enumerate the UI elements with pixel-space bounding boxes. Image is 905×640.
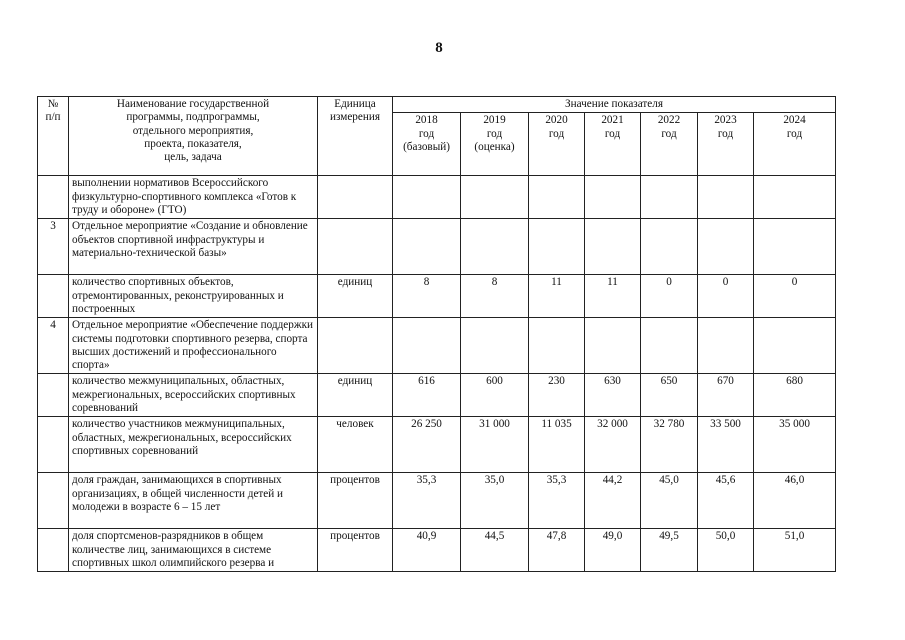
value-2021: 11	[585, 275, 641, 318]
row-name: доля спортсменов-разрядников в общем количестве лиц, занимающихся в системе спортивных школ олимпийского резерва и	[69, 529, 318, 572]
row-unit: процентов	[318, 473, 393, 529]
value-2024	[754, 176, 836, 219]
value-2018: 35,3	[393, 473, 461, 529]
value-2019: 31 000	[461, 417, 529, 473]
value-2020	[529, 318, 585, 374]
value-2021	[585, 176, 641, 219]
indicators-table	[37, 96, 836, 572]
value-2019: 8	[461, 275, 529, 318]
value-2022: 0	[641, 275, 698, 318]
table-row	[38, 176, 836, 219]
value-2020: 35,3	[529, 473, 585, 529]
row-unit	[318, 176, 393, 219]
value-2021: 44,2	[585, 473, 641, 529]
header-unit: Единица измерения	[318, 97, 393, 176]
row-name: количество межмуниципальных, областных, межрегиональных, всероссийских спортивных соревнований	[69, 374, 318, 417]
value-2019	[461, 318, 529, 374]
value-2022: 49,5	[641, 529, 698, 572]
value-2023: 33 500	[698, 417, 754, 473]
row-number	[38, 529, 69, 572]
header-values: Значение показателя	[393, 97, 836, 113]
row-number	[38, 275, 69, 318]
header-year-2018: 2018 год (базовый)	[393, 113, 461, 176]
row-unit: процентов	[318, 529, 393, 572]
value-2024	[754, 318, 836, 374]
row-name: количество спортивных объектов, отремонтированных, реконструированных и построенных	[69, 275, 318, 318]
header-year-2019: 2019 год (оценка)	[461, 113, 529, 176]
row-name: доля граждан, занимающихся в спортивных организациях, в общей численности детей и молодежи в возрасте 6 – 15 лет	[69, 473, 318, 529]
value-2023: 670	[698, 374, 754, 417]
value-2021	[585, 318, 641, 374]
row-unit: человек	[318, 417, 393, 473]
value-2020: 47,8	[529, 529, 585, 572]
value-2019: 44,5	[461, 529, 529, 572]
header-year-2020: 2020 год	[529, 113, 585, 176]
value-2021: 49,0	[585, 529, 641, 572]
value-2020: 230	[529, 374, 585, 417]
value-2020	[529, 219, 585, 275]
value-2023	[698, 219, 754, 275]
row-name: Отдельное мероприятие «Создание и обновление объектов спортивной инфраструктуры и материально-технической базы»	[69, 219, 318, 275]
value-2021	[585, 219, 641, 275]
row-number	[38, 176, 69, 219]
table-row	[38, 275, 836, 318]
page-number: 8	[435, 40, 443, 56]
table-header	[38, 97, 836, 176]
header-year-2022: 2022 год	[641, 113, 698, 176]
value-2018	[393, 176, 461, 219]
header-year-2023: 2023 год	[698, 113, 754, 176]
header-name: Наименование государственной программы, подпрограммы, отдельного мероприятия, проекта, показателя, цель, задача	[69, 97, 318, 176]
row-name: выполнении нормативов Всероссийского физкультурно-спортивного комплекса «Готов к труду и обороне» (ГТО)	[69, 176, 318, 219]
row-number: 4	[38, 318, 69, 374]
value-2022: 45,0	[641, 473, 698, 529]
value-2019: 600	[461, 374, 529, 417]
value-2018: 40,9	[393, 529, 461, 572]
row-number: 3	[38, 219, 69, 275]
table-row	[38, 318, 836, 374]
value-2018: 616	[393, 374, 461, 417]
row-unit	[318, 219, 393, 275]
value-2022	[641, 318, 698, 374]
row-number	[38, 473, 69, 529]
row-unit: единиц	[318, 374, 393, 417]
value-2024: 680	[754, 374, 836, 417]
table-row	[38, 374, 836, 417]
row-unit	[318, 318, 393, 374]
value-2018	[393, 318, 461, 374]
row-name: Отдельное мероприятие «Обеспечение поддержки системы подготовки спортивного резерва, спорта высших достижений и профессионального спорта»	[69, 318, 318, 374]
value-2021: 32 000	[585, 417, 641, 473]
value-2024: 0	[754, 275, 836, 318]
value-2024: 35 000	[754, 417, 836, 473]
value-2023: 50,0	[698, 529, 754, 572]
value-2023	[698, 318, 754, 374]
row-number	[38, 417, 69, 473]
value-2020: 11 035	[529, 417, 585, 473]
row-name: количество участников межмуниципальных, областных, межрегиональных, всероссийских спортивных соревнований	[69, 417, 318, 473]
table-row	[38, 219, 836, 275]
header-year-2024: 2024 год	[754, 113, 836, 176]
value-2022: 650	[641, 374, 698, 417]
value-2023: 45,6	[698, 473, 754, 529]
header-number: № п/п	[38, 97, 69, 176]
value-2020	[529, 176, 585, 219]
header-year-2021: 2021 год	[585, 113, 641, 176]
value-2018: 26 250	[393, 417, 461, 473]
value-2019	[461, 219, 529, 275]
value-2024: 46,0	[754, 473, 836, 529]
value-2022	[641, 219, 698, 275]
row-unit: единиц	[318, 275, 393, 318]
value-2018: 8	[393, 275, 461, 318]
value-2024: 51,0	[754, 529, 836, 572]
value-2024	[754, 219, 836, 275]
value-2022	[641, 176, 698, 219]
value-2020: 11	[529, 275, 585, 318]
value-2022: 32 780	[641, 417, 698, 473]
value-2018	[393, 219, 461, 275]
table-row	[38, 473, 836, 529]
value-2021: 630	[585, 374, 641, 417]
table-row	[38, 529, 836, 572]
value-2019: 35,0	[461, 473, 529, 529]
value-2019	[461, 176, 529, 219]
value-2023	[698, 176, 754, 219]
value-2023: 0	[698, 275, 754, 318]
table-row	[38, 417, 836, 473]
row-number	[38, 374, 69, 417]
